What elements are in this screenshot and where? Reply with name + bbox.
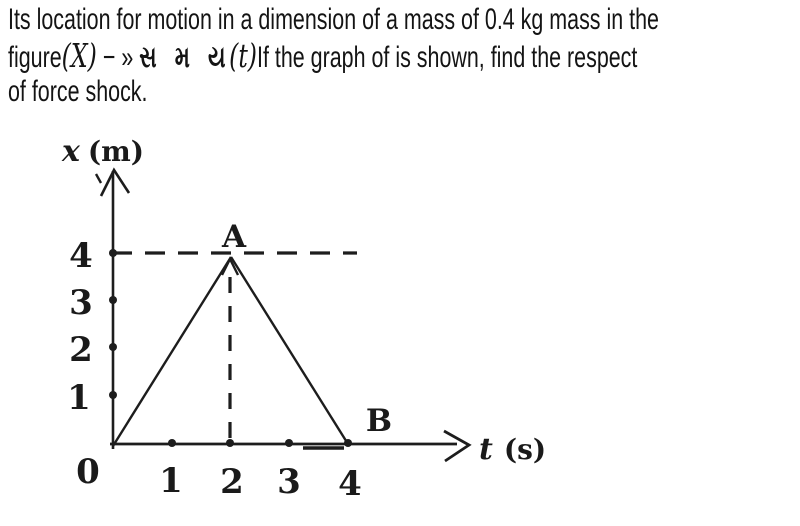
x-axis-label (479, 432, 546, 467)
y-tick-label-3: 3 (69, 283, 93, 323)
point-label-a: A (221, 219, 247, 255)
x-axis-unit: (s) (503, 433, 547, 466)
x-tick-dot-4 (344, 439, 352, 447)
y-tick-label-2: 2 (69, 330, 93, 370)
math-term-x: (X) (61, 36, 97, 75)
x-tick-dot-3 (285, 439, 293, 447)
x-axis-arrowhead-icon (444, 431, 469, 461)
y-tick-dot-4 (109, 249, 117, 257)
x-tick-label-4: 4 (338, 464, 362, 504)
y-axis-stray-tick (96, 174, 101, 183)
y-tick-dot-2 (109, 343, 117, 351)
question-line-2-separator: − » (96, 41, 140, 74)
y-tick-dot-1 (109, 391, 117, 399)
x-tick-label-2: 2 (220, 462, 244, 502)
x-axis-variable: t (479, 432, 493, 467)
math-term-t: (t) (229, 36, 258, 75)
question-line-2-prefix: figure (8, 41, 62, 74)
question-line-1: Its location for motion in a dimension of a mass of 0.4 kg mass in the (8, 3, 659, 36)
x-tick-dot-2 (226, 439, 234, 447)
y-axis-label (61, 134, 144, 169)
y-axis-unit: (m) (87, 135, 145, 168)
line-segment-oa (113, 257, 231, 446)
y-axis-arrowhead-icon (101, 170, 129, 196)
gujarati-samay-text: સ મ ય (139, 41, 230, 74)
question-line-2-suffix: If the graph of is shown, find the respect (257, 41, 638, 74)
y-tick-dot-3 (109, 296, 117, 304)
x-tick-label-1: 1 (159, 461, 183, 501)
point-label-b: B (365, 403, 393, 439)
y-tick-label-1: 1 (67, 378, 91, 418)
y-tick-label-4: 4 (69, 236, 93, 276)
origin-label: 0 (76, 452, 100, 492)
x-tick-dot-1 (168, 439, 176, 447)
y-axis-variable: x (62, 134, 80, 169)
x-tick-label-3: 3 (277, 462, 301, 502)
line-segment-ab (231, 257, 348, 444)
question-line-3: of force shock. (8, 75, 148, 108)
